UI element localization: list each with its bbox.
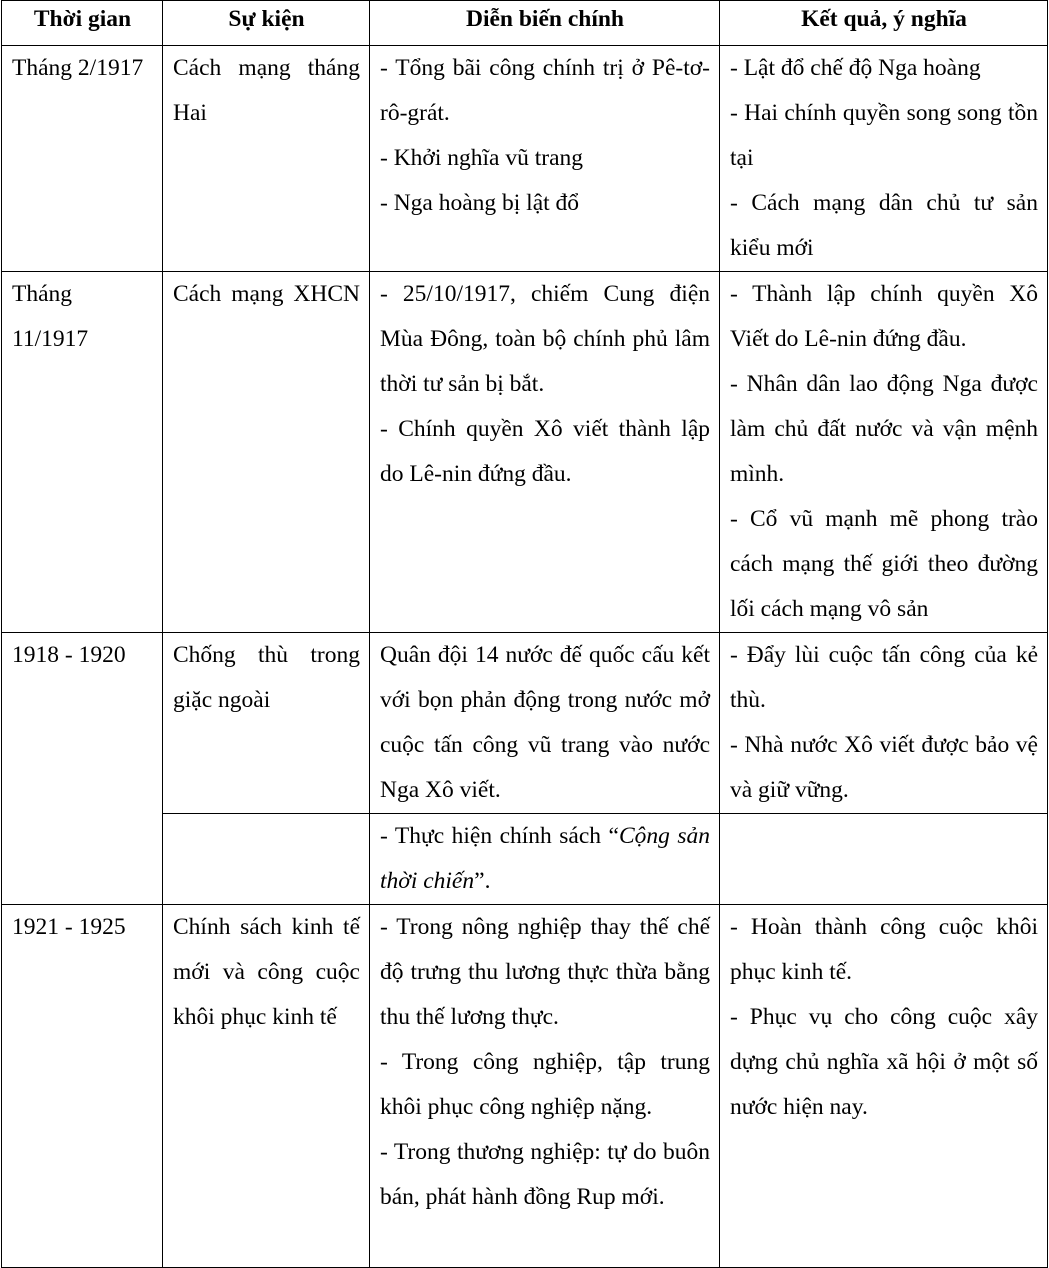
result-item: - Phục vụ cho công cuộc xây dựng chủ nghĩa xã hội ở một số nước hiện nay. [730,1004,1038,1120]
table-row [2,905,1048,1268]
time-text: Tháng 2/1917 [12,55,144,81]
time-cell [2,633,163,905]
results-cell-empty [720,814,1048,905]
header-results: Kết quả, ý nghĩa [720,1,1048,46]
development-item: - Trong nông nghiệp thay thế chế độ trưng thu lương thực thừa bằng thu thế lương thực. [380,914,710,1030]
time-text: Tháng 11/1917 [12,281,89,352]
policy-name: Cộng sản thời chiến [380,823,710,894]
development-item: - Chính quyền Xô viết thành lập do Lê-nin đứng đầu. [380,416,710,487]
result-item: - Cổ vũ mạnh mẽ phong trào cách mạng thế giới theo đường lối cách mạng vô sản [730,506,1038,622]
development-item: - Tổng bãi công chính trị ở Pê-tơ-rô-grát. [380,55,710,126]
development-item: Quân đội 14 nước đế quốc cấu kết với bọn phản động trong nước mở cuộc tấn công vũ trang vào nước Nga Xô viết. [380,642,710,803]
header-row [2,1,1048,46]
results-cell [720,46,1048,272]
policy-suffix: . [484,868,491,894]
result-item: - Hoàn thành công cuộc khôi phục kinh tế. [730,914,1038,985]
header-developments: Diễn biến chính [370,1,720,46]
developments-cell [370,633,720,814]
time-text: 1918 - 1920 [12,642,126,668]
results-cell [720,633,1048,814]
result-item: - Thành lập chính quyền Xô Viết do Lê-nin đứng đầu. [730,281,1038,352]
developments-cell [370,814,720,905]
result-item: - Cách mạng dân chủ tư sản kiểu mới [730,190,1038,261]
result-item: - Nhà nước Xô viết được bảo vệ và giữ vững. [730,732,1038,803]
time-text: 1921 - 1925 [12,914,126,940]
header-event: Sự kiện [163,1,370,46]
table-row [2,272,1048,633]
header-time: Thời gian [2,1,163,46]
development-item: - Nga hoàng bị lật đổ [380,190,580,216]
policy-prefix: - Thực hiện chính sách [380,823,609,849]
result-item: - Đẩy lùi cuộc tấn công của kẻ thù. [730,642,1038,713]
event-text: Chống thù trong giặc ngoài [173,642,360,713]
development-item: - Trong thương nghiệp: tự do buôn bán, phát hành đồng Rup mới. [380,1139,710,1210]
history-table [1,0,1048,1268]
time-cell [2,905,163,1268]
developments-cell [370,905,720,1268]
result-item: - Lật đổ chế độ Nga hoàng [730,55,981,81]
developments-cell [370,272,720,633]
quote-close: ” [474,868,485,894]
result-item: - Hai chính quyền song song tồn tại [730,100,1038,171]
event-text: Cách mạng XHCN [173,281,360,307]
table-row [2,633,1048,814]
table-row [2,46,1048,272]
results-cell [720,272,1048,633]
event-cell [163,46,370,272]
development-item: - Trong công nghiệp, tập trung khôi phục công nghiệp nặng. [380,1049,710,1120]
results-cell [720,905,1048,1268]
development-item: - Khởi nghĩa vũ trang [380,145,583,171]
event-cell-empty [163,814,370,905]
event-cell [163,272,370,633]
event-cell [163,633,370,814]
event-cell [163,905,370,1268]
time-cell [2,272,163,633]
event-text: Cách mạng tháng Hai [173,55,360,126]
quote-open: “ [608,823,619,849]
developments-cell [370,46,720,272]
policy-item [380,814,710,904]
time-cell [2,46,163,272]
event-text: Chính sách kinh tế mới và công cuộc khôi phục kinh tế [173,914,360,1030]
result-item: - Nhân dân lao động Nga được làm chủ đất nước và vận mệnh mình. [730,371,1038,487]
development-item: - 25/10/1917, chiếm Cung điện Mùa Đông, toàn bộ chính phủ lâm thời tư sản bị bắt. [380,281,710,397]
